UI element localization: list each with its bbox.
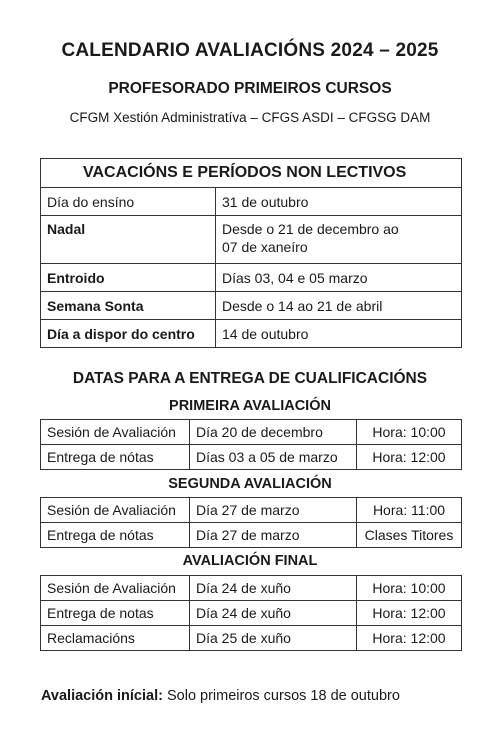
page-title: CALENDARIO AVALIACIÓNS 2024 – 2025: [61, 40, 439, 61]
table-row: [41, 576, 462, 601]
table-row: [41, 292, 462, 320]
table-row: [41, 420, 462, 445]
table-row: [41, 498, 462, 523]
evaluation-time: Hora: 11:00: [357, 498, 462, 523]
evaluation-label: Sesión de Avaliación: [41, 576, 190, 601]
evaluation-label: Sesión de Avaliación: [41, 498, 190, 523]
evaluation-date: Día 27 de marzo: [190, 498, 357, 523]
evaluation-date: Día 24 de xuño: [190, 601, 357, 626]
table-row: [41, 216, 462, 264]
table-row: [41, 264, 462, 292]
footer-label: Avaliación inícial:: [41, 688, 163, 704]
vacation-label: Entroido: [41, 264, 216, 292]
table-row: [41, 320, 462, 348]
grades-section-title: DATAS PARA A ENTREGA DE CUALIFICACIÓNS: [72, 370, 428, 387]
vacation-value: 14 de outubro: [216, 320, 462, 348]
second-evaluation-title: SEGUNDA AVALIACIÓN: [168, 476, 332, 492]
evaluation-date: Día 27 de marzo: [190, 523, 357, 548]
evaluation-label: Entrega de nótas: [41, 445, 190, 470]
footer-note: [41, 688, 400, 704]
vacations-table-header-row: [41, 159, 462, 188]
evaluation-label: Reclamacións: [41, 626, 190, 651]
page-subtitle: PROFESORADO PRIMEIROS CURSOS: [108, 80, 392, 97]
evaluation-label: Entrega de nótas: [41, 523, 190, 548]
table-row: [41, 626, 462, 651]
programs-line: CFGM Xestión Administratíva – CFGS ASDI – CFGSG DAM: [69, 110, 431, 125]
vacation-label: Día do ensíno: [41, 188, 216, 216]
evaluation-time: Hora: 10:00: [357, 420, 462, 445]
evaluation-label: Sesión de Avaliación: [41, 420, 190, 445]
evaluation-time: Hora: 12:00: [357, 601, 462, 626]
vacation-value: Desde o 14 ao 21 de abril: [216, 292, 462, 320]
final-evaluation-table: [40, 575, 462, 651]
table-row: [41, 188, 462, 216]
table-row: [41, 601, 462, 626]
second-evaluation-table: [40, 497, 462, 548]
table-row: [41, 445, 462, 470]
vacation-value-line: 07 de xaneíro: [222, 239, 308, 255]
evaluation-time: Hora: 12:00: [357, 445, 462, 470]
evaluation-date: Día 24 de xuño: [190, 576, 357, 601]
evaluation-date: Días 03 a 05 de marzo: [190, 445, 357, 470]
table-row: [41, 523, 462, 548]
evaluation-date: Día 25 de xuño: [190, 626, 357, 651]
final-evaluation-title: AVALIACIÓN FINAL: [182, 553, 318, 569]
evaluation-time: Clases Titores: [357, 523, 462, 548]
vacation-value: 31 de outubro: [216, 188, 462, 216]
vacations-table: [40, 158, 462, 348]
first-evaluation-table: [40, 419, 462, 470]
vacation-label: Semana Sonta: [41, 292, 216, 320]
footer-text: Solo primeiros cursos 18 de outubro: [166, 688, 400, 704]
vacation-label: Nadal: [41, 216, 216, 264]
vacation-label: Día a dispor do centro: [41, 320, 216, 348]
evaluation-time: Hora: 10:00: [357, 576, 462, 601]
evaluation-date: Día 20 de decembro: [190, 420, 357, 445]
vacation-value: Días 03, 04 e 05 marzo: [216, 264, 462, 292]
vacation-value: [216, 216, 462, 264]
first-evaluation-title: PRIMEIRA AVALIACIÓN: [169, 398, 331, 414]
evaluation-time: Hora: 12:00: [357, 626, 462, 651]
vacations-table-header: VACACIÓNS E PERÍODOS NON LECTIVOS: [41, 159, 462, 188]
vacation-value-line: Desde o 21 de decembro ao: [222, 221, 399, 237]
evaluation-label: Entrega de notas: [41, 601, 190, 626]
